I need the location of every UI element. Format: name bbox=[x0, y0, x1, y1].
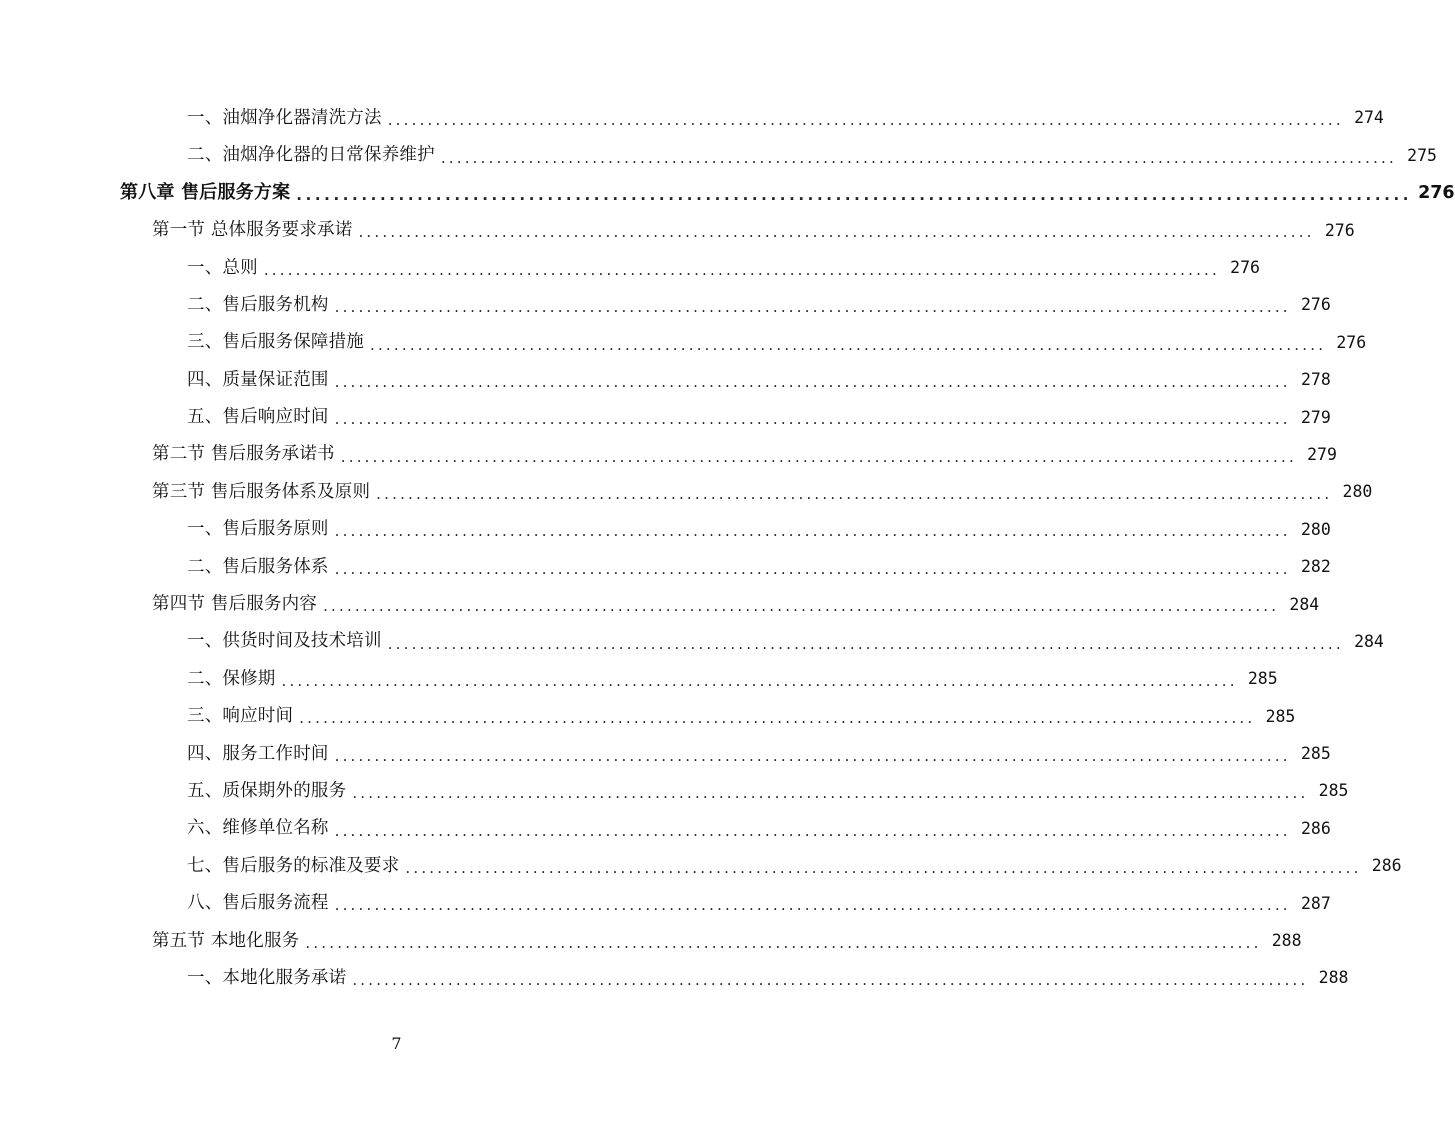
toc-entry-item[interactable] bbox=[0, 698, 1296, 735]
toc-entry-label: 三、售后服务保障措施 bbox=[187, 332, 364, 353]
toc-entry-page-number: 276 bbox=[1230, 258, 1260, 277]
toc-entry-label: 二、售后服务机构 bbox=[187, 294, 329, 315]
toc-dot-leader: ........................................................................................................................ bbox=[281, 672, 1238, 691]
toc-dot-leader: ........................................................................................................................ bbox=[376, 485, 1333, 504]
toc-entry-label: 八、售后服务流程 bbox=[187, 893, 329, 914]
toc-entry-item[interactable] bbox=[0, 511, 1331, 548]
toc-entry-page-number: 278 bbox=[1300, 370, 1331, 390]
toc-entry-item[interactable] bbox=[0, 848, 1402, 885]
toc-entry-label: 三、响应时间 bbox=[187, 706, 294, 727]
toc-dot-leader: ........................................................................................................................ bbox=[334, 821, 1291, 840]
toc-dot-leader: ........................................................................................................................ bbox=[263, 260, 1220, 279]
toc-entry-label: 二、油烟净化器的日常保养维护 bbox=[187, 145, 435, 166]
toc-dot-leader: ........................................................................................................................ bbox=[440, 148, 1397, 167]
toc-entry-page-number: 285 bbox=[1318, 781, 1349, 801]
toc-entry-item[interactable] bbox=[0, 810, 1331, 847]
toc-dot-leader: ........................................................................................................................ bbox=[305, 933, 1262, 952]
toc-entry-page-number: 285 bbox=[1300, 744, 1331, 764]
toc-entry-item[interactable] bbox=[0, 623, 1384, 660]
toc-entry-page-number: 285 bbox=[1247, 669, 1278, 689]
toc-entry-item[interactable] bbox=[0, 960, 1349, 997]
toc-dot-leader: ........................................................................................................................ bbox=[352, 971, 1309, 990]
toc-dot-leader: ........................................................................................................................ bbox=[334, 410, 1291, 429]
toc-dot-leader: ........................................................................................................................ bbox=[387, 634, 1344, 653]
toc-entry-item[interactable] bbox=[0, 362, 1331, 399]
toc-dot-leader: ........................................................................................................................ bbox=[299, 709, 1256, 728]
toc-entry-page-number: 276 bbox=[1324, 220, 1355, 240]
toc-dot-leader: ........................................................................................................................ bbox=[334, 746, 1291, 765]
toc-dot-leader: ........................................................................................................................ bbox=[358, 223, 1315, 242]
toc-entry-label: 二、售后服务体系 bbox=[187, 556, 329, 577]
toc-entry-page-number: 280 bbox=[1300, 519, 1331, 539]
toc-entry-label: 第八章 售后服务方案 bbox=[120, 182, 291, 204]
toc-entry-label: 四、服务工作时间 bbox=[187, 743, 329, 764]
toc-entry-item[interactable] bbox=[0, 137, 1437, 174]
toc-dot-leader: ........................................................................................................................ bbox=[334, 896, 1291, 915]
toc-entry-section[interactable] bbox=[0, 586, 1320, 623]
toc-entry-page-number: 276 bbox=[1300, 295, 1331, 315]
toc-dot-leader: ........................................................................................................................ bbox=[334, 298, 1291, 317]
toc-entry-chapter[interactable] bbox=[0, 175, 1455, 212]
toc-entry-page-number: 285 bbox=[1265, 706, 1296, 726]
toc-entry-page-number: 274 bbox=[1354, 108, 1384, 128]
table-of-contents bbox=[0, 100, 1455, 997]
toc-entry-section[interactable] bbox=[0, 474, 1373, 511]
toc-entry-page-number: 287 bbox=[1300, 893, 1331, 913]
toc-entry-page-number: 286 bbox=[1371, 856, 1402, 876]
toc-entry-page-number: 288 bbox=[1271, 931, 1302, 951]
toc-entry-page-number: 275 bbox=[1407, 145, 1437, 165]
toc-entry-page-number: 282 bbox=[1300, 557, 1331, 577]
toc-entry-item[interactable] bbox=[0, 287, 1331, 324]
toc-entry-label: 一、油烟净化器清洗方法 bbox=[187, 107, 382, 128]
toc-dot-leader: ........................................................................................................................ bbox=[340, 447, 1297, 466]
toc-entry-label: 一、售后服务原则 bbox=[187, 519, 329, 540]
toc-entry-item[interactable] bbox=[0, 399, 1331, 436]
toc-entry-page-number: 276 bbox=[1418, 182, 1455, 203]
toc-dot-leader: ........................................................................................................................ bbox=[296, 185, 1413, 204]
toc-entry-item[interactable] bbox=[0, 549, 1331, 586]
toc-entry-page-number: 276 bbox=[1336, 332, 1367, 352]
toc-entry-label: 一、供货时间及技术培训 bbox=[187, 631, 382, 652]
toc-dot-leader: ........................................................................................................................ bbox=[352, 784, 1309, 803]
toc-entry-page-number: 280 bbox=[1342, 482, 1373, 502]
toc-entry-label: 第一节 总体服务要求承诺 bbox=[152, 220, 353, 241]
toc-entry-label: 七、售后服务的标准及要求 bbox=[187, 855, 400, 876]
page-number: 7 bbox=[391, 1034, 402, 1053]
toc-entry-page-number: 279 bbox=[1300, 407, 1331, 427]
toc-entry-item[interactable] bbox=[0, 100, 1384, 137]
toc-entry-label: 六、维修单位名称 bbox=[187, 818, 329, 839]
toc-dot-leader: ........................................................................................................................ bbox=[370, 335, 1327, 354]
toc-entry-item[interactable] bbox=[0, 661, 1278, 698]
toc-dot-leader: ........................................................................................................................ bbox=[405, 859, 1362, 877]
toc-entry-label: 五、售后响应时间 bbox=[187, 407, 329, 428]
toc-dot-leader: ........................................................................................................................ bbox=[334, 522, 1291, 541]
toc-entry-item[interactable] bbox=[0, 885, 1331, 922]
toc-entry-item[interactable] bbox=[0, 773, 1349, 810]
toc-entry-page-number: 284 bbox=[1289, 594, 1320, 614]
toc-dot-leader: ........................................................................................................................ bbox=[323, 597, 1280, 616]
toc-dot-leader: ........................................................................................................................ bbox=[334, 372, 1291, 391]
toc-entry-page-number: 284 bbox=[1354, 631, 1384, 651]
toc-entry-label: 第三节 售后服务体系及原则 bbox=[152, 481, 371, 502]
toc-entry-item[interactable] bbox=[0, 250, 1260, 287]
toc-entry-section[interactable] bbox=[0, 212, 1355, 249]
toc-entry-item[interactable] bbox=[0, 736, 1331, 773]
toc-dot-leader: ........................................................................................................................ bbox=[387, 111, 1344, 130]
toc-entry-label: 一、本地化服务承诺 bbox=[187, 967, 347, 988]
toc-dot-leader: ........................................................................................................................ bbox=[334, 559, 1291, 578]
toc-entry-label: 第二节 售后服务承诺书 bbox=[152, 444, 335, 465]
toc-entry-page-number: 288 bbox=[1318, 968, 1349, 988]
toc-entry-item[interactable] bbox=[0, 324, 1367, 361]
toc-entry-label: 四、质量保证范围 bbox=[187, 369, 329, 390]
toc-entry-section[interactable] bbox=[0, 437, 1337, 474]
toc-entry-label: 二、保修期 bbox=[187, 668, 276, 689]
toc-entry-page-number: 279 bbox=[1307, 444, 1337, 464]
toc-entry-label: 第五节 本地化服务 bbox=[152, 930, 300, 951]
toc-entry-page-number: 286 bbox=[1300, 818, 1331, 838]
toc-entry-label: 一、总则 bbox=[187, 257, 258, 278]
toc-entry-label: 第四节 售后服务内容 bbox=[152, 594, 318, 615]
toc-entry-section[interactable] bbox=[0, 923, 1302, 960]
toc-entry-label: 五、质保期外的服务 bbox=[187, 780, 347, 801]
